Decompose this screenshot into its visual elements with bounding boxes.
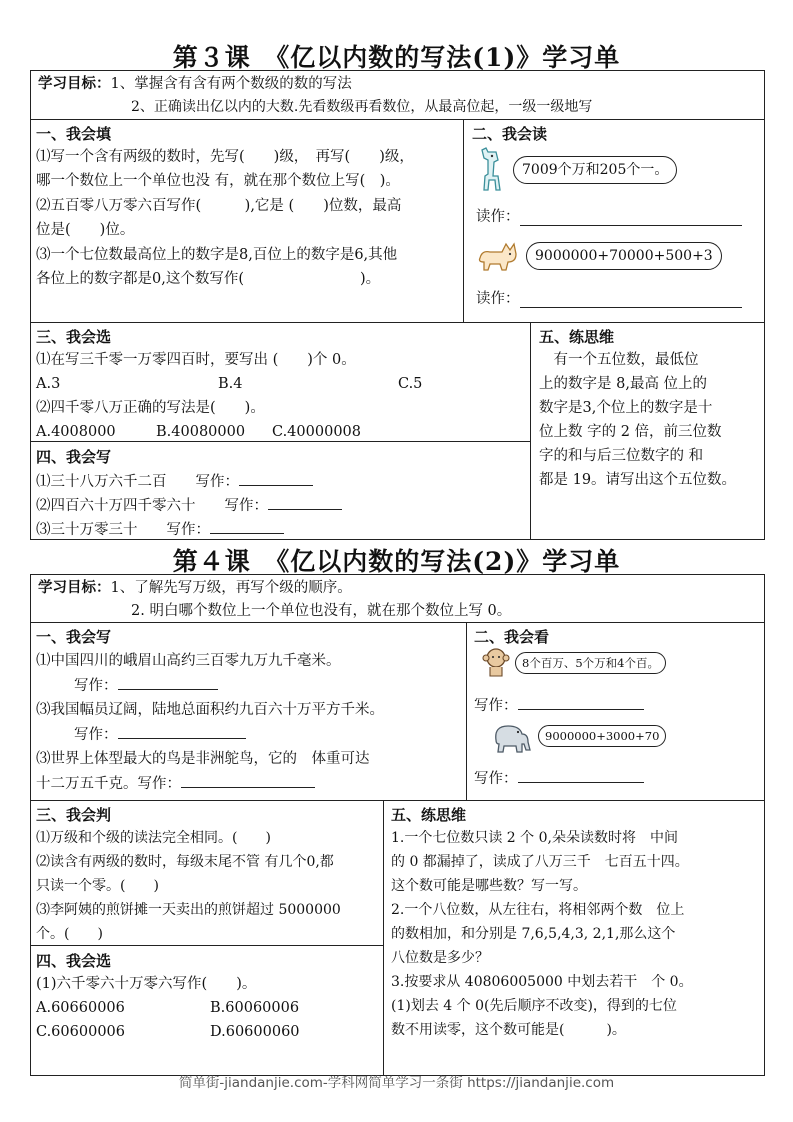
text-line: 上的数字是 8,最高 位上的	[539, 376, 708, 392]
write-item: 写作：	[74, 675, 218, 696]
text-line: ⑵读含有两级的数时，每级末尾不管 有几个0,都	[36, 854, 334, 870]
text-line: 位是( )位。	[36, 222, 135, 238]
option[interactable]: C.40000008	[272, 424, 361, 440]
monkey-icon	[480, 646, 512, 678]
text-line: ⑵五百零八万零六百写作( ),它是 ( )位数，最高	[36, 198, 402, 214]
divider	[466, 622, 467, 800]
goal-label: 学习目标：	[38, 580, 111, 596]
lesson3-title: 第３课 《亿以内数的写法(1)》学习单	[172, 43, 621, 72]
speech-bubble: 8个百万、5个万和4个百。	[515, 652, 666, 674]
option[interactable]: B.40080000	[156, 424, 246, 440]
section-heading: 三、我会判	[36, 806, 112, 824]
text-line: ⑴万级和个级的读法完全相同。( )	[36, 830, 271, 846]
read-label: 读作：	[476, 291, 520, 307]
text-line: 数字是3,个位上的数字是十	[539, 400, 713, 416]
write-item: 十二万五千克。写作：	[36, 773, 315, 794]
option[interactable]: C.60600006	[36, 1024, 125, 1040]
goal-2: 2、正确读出亿以内的大数.先看数级再看数位，从最高位起，一级一级地写	[131, 99, 593, 115]
answer-line[interactable]	[518, 695, 644, 710]
answer-line[interactable]	[268, 495, 342, 510]
text-line: 八位数是多少？	[391, 950, 489, 966]
divider	[530, 322, 531, 540]
answer-line[interactable]	[520, 307, 742, 308]
giraffe-icon	[476, 146, 510, 192]
text-line: 位上数 字的 2 倍，前三位数	[539, 424, 722, 440]
answer-line[interactable]	[520, 225, 742, 226]
section-heading: 二、我会读	[472, 125, 548, 143]
speech-bubble: 9000000+3000+70	[538, 725, 666, 747]
footer-watermark[interactable]: 简单街-jiandanjie.com-学科网简单学习一条街 https://jiandanjie.com	[178, 1075, 615, 1091]
goal-label: 学习目标：	[38, 76, 111, 92]
divider	[30, 622, 765, 623]
divider	[30, 119, 765, 120]
text-line: 2.一个八位数，从左往右，将相邻两个数 位上	[391, 902, 685, 918]
section-heading: 五、练思维	[391, 806, 467, 824]
answer-line[interactable]	[210, 519, 284, 534]
section-heading: 四、我会写	[36, 448, 112, 466]
section-heading: 一、我会写	[36, 628, 112, 646]
write-item: ⑶三十万零三十 写作：	[36, 519, 284, 540]
text-line: ⑴写一个含有两级的数时，先写( )级， 再写( )级，	[36, 149, 414, 165]
text-line: 有一个五位数，最低位	[539, 352, 699, 368]
dog-icon	[476, 240, 520, 274]
answer-line[interactable]	[239, 471, 313, 486]
section-heading: 二、我会看	[474, 628, 550, 646]
goal-2: 2. 明白哪个数位上一个单位也没有，就在那个数位上写 0。	[131, 603, 512, 619]
text-line: ⑶李阿姨的煎饼摊一天卖出的煎饼超过 5000000	[36, 902, 341, 918]
option[interactable]: B.60060006	[210, 1000, 300, 1016]
text-line: 都是 19。请写出这个五位数。	[539, 472, 737, 488]
option[interactable]: B.4	[218, 376, 243, 392]
answer-line[interactable]	[518, 768, 644, 783]
option[interactable]: A.60660006	[36, 1000, 125, 1016]
goal-1: 1、掌握含有含有两个数级的数的写法	[110, 76, 352, 92]
text-line: ⑶一个七位数最高位上的数字是8,百位上的数字是6,其他	[36, 247, 398, 263]
text-line: 的数相加，和分别是 7,6,5,4,3, 2,1,那么这个	[391, 926, 676, 942]
write-item: ⑵四百六十万四千零六十 写作：	[36, 495, 342, 516]
divider	[383, 800, 384, 1076]
text-line: 3.按要求从 40806005000 中划去若干 个 0。	[391, 974, 693, 990]
speech-bubble: 7009个万和205个一。	[513, 156, 677, 184]
text-line: 1.一个七位数只读 2 个 0,朵朵读数时将 中间	[391, 830, 678, 846]
text-line: ⑴中国四川的峨眉山高约三百零九万九千毫米。	[36, 653, 341, 669]
text-line: 数不用读零，这个数可能是( )。	[391, 1022, 626, 1038]
section-heading: 一、我会填	[36, 125, 112, 143]
goal-1: 1、了解先写万级，再写个级的顺序。	[110, 580, 352, 596]
divider	[463, 119, 464, 322]
text-line: 只读一个零。( )	[36, 878, 159, 894]
option[interactable]: D.60600060	[210, 1024, 300, 1040]
write-item: 写作：	[74, 724, 246, 745]
section-heading: 五、练思维	[539, 328, 615, 346]
text-line: 的 0 都漏掉了，读成了八万三千 七百五十四。	[391, 854, 689, 870]
lesson4-goals	[38, 578, 352, 598]
lesson4-title: 第４课 《亿以内数的写法(2)》学习单	[172, 547, 621, 576]
text-line: ⑶世界上体型最大的鸟是非洲鸵鸟，它的 体重可达	[36, 751, 370, 767]
read-label: 读作：	[476, 209, 520, 225]
text-line: (1)划去 4 个 0(先后顺序不改变)，得到的七位	[391, 998, 677, 1014]
option[interactable]: A.4008000	[36, 424, 116, 440]
lesson3-goals	[38, 74, 352, 94]
section-heading: 四、我会选	[36, 952, 112, 970]
question: (1)六千零六十万零六写作( )。	[36, 976, 257, 992]
write-item: 写作：	[474, 695, 644, 716]
answer-line[interactable]	[118, 724, 246, 739]
divider	[30, 322, 765, 323]
write-item: ⑴三十八万六千二百 写作：	[36, 471, 313, 492]
text-line: ⑶我国幅员辽阔，陆地总面积约九百六十万平方千米。	[36, 702, 384, 718]
write-item: 写作：	[474, 768, 644, 789]
text-line: 个。( )	[36, 926, 103, 942]
option[interactable]: A.3	[36, 376, 61, 392]
answer-line[interactable]	[118, 675, 218, 690]
question: ⑵四千零八万正确的写法是( )。	[36, 400, 265, 416]
text-line: 各位上的数字都是0,这个数写作( )。	[36, 271, 381, 287]
answer-line[interactable]	[181, 773, 315, 788]
question: ⑴在写三千零一万零四百时，要写出 ( )个 0。	[36, 352, 356, 368]
text-line: 哪一个数位上一个单位也没 有，就在那个数位上写( )。	[36, 173, 400, 189]
option[interactable]: C.5	[398, 376, 423, 392]
text-line: 这个数可能是哪些数？写一写。	[391, 878, 587, 894]
section-heading: 三、我会选	[36, 328, 112, 346]
speech-bubble: 9000000+70000+500+3	[526, 242, 722, 270]
elephant-icon	[490, 720, 534, 756]
divider	[30, 800, 765, 801]
divider	[30, 945, 383, 946]
text-line: 字的和与后三位数字的 和	[539, 448, 704, 464]
